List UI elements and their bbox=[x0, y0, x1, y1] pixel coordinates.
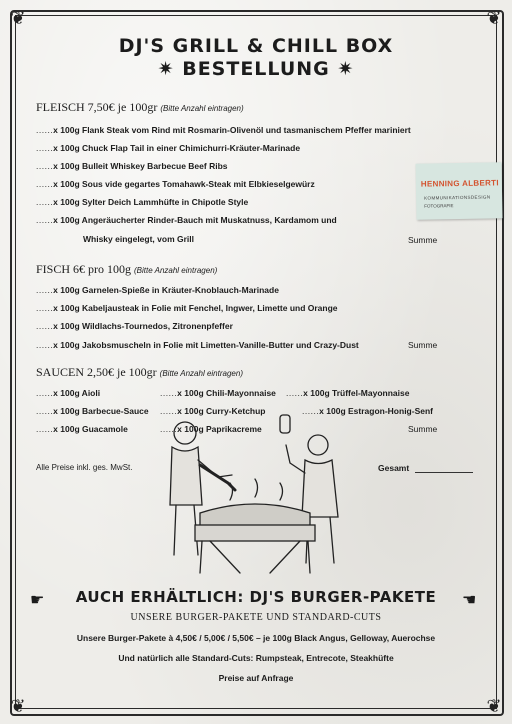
page-subtitle: ✷ BESTELLUNG ✷ bbox=[157, 58, 355, 80]
order-line-continuation: Whisky eingelegt, vom Grill bbox=[83, 234, 194, 244]
corner-ornament-top-left: ❦ bbox=[10, 8, 26, 28]
right-man-head bbox=[308, 435, 328, 455]
tongs bbox=[200, 465, 235, 490]
burger-line-1: Unsere Burger-Pakete à 4,50€ / 5,00€ / 5,50€ – je 100g Black Angus, Gelloway, Auerochse bbox=[76, 633, 436, 643]
sauce-item[interactable]: ......x 100g Estragon-Honig-Senf bbox=[302, 406, 433, 416]
gesamt-label: Gesamt bbox=[378, 463, 410, 473]
sauce-item[interactable]: ......x 100g Paprikacreme bbox=[160, 424, 262, 434]
pointing-hand-left-icon: ☛ bbox=[30, 592, 45, 609]
sauce-item[interactable]: ......x 100g Curry-Ketchup bbox=[160, 406, 266, 416]
summe-label: Summe bbox=[408, 235, 438, 245]
star-icon: ✷ bbox=[337, 58, 355, 80]
sauce-item[interactable]: ......x 100g Barbecue-Sauce bbox=[36, 406, 149, 416]
section-fleisch-head: FLEISCH 7,50€ je 100gr (Bitte Anzahl eintragen) bbox=[36, 100, 244, 114]
grill-box bbox=[195, 525, 315, 541]
spatula bbox=[280, 415, 290, 433]
grill-illustration bbox=[140, 405, 370, 580]
right-man-arm bbox=[286, 445, 305, 473]
sauce-item[interactable]: ......x 100g Trüffel-Mayonnaise bbox=[286, 388, 410, 398]
order-line[interactable]: ......x 100g Jakobsmuscheln in Folie mit Limetten-Vanille-Butter und Crazy-Dust bbox=[36, 340, 359, 350]
badge-line2: FOTOGRAFIE bbox=[424, 203, 454, 209]
grill-food bbox=[200, 504, 310, 527]
sauce-item[interactable]: ......x 100g Guacamole bbox=[36, 424, 128, 434]
smoke bbox=[230, 479, 283, 500]
left-man-body bbox=[170, 447, 202, 505]
corner-ornament-bottom-right: ❦ bbox=[486, 696, 502, 716]
designer-badge bbox=[416, 162, 503, 219]
grill-legs bbox=[200, 541, 310, 573]
star-icon: ✷ bbox=[157, 58, 175, 80]
right-man-body bbox=[302, 460, 338, 517]
burger-line-3: Preise auf Anfrage bbox=[218, 673, 294, 683]
gesamt-input-line[interactable] bbox=[415, 472, 473, 473]
burger-subtitle: UNSERE BURGER-PAKETE UND STANDARD-CUTS bbox=[130, 612, 382, 623]
badge-name: HENNING ALBERTI bbox=[420, 178, 499, 189]
page-title: DJ'S GRILL & CHILL BOX bbox=[118, 35, 394, 57]
burger-title: AUCH ERHÄLTLICH: DJ'S BURGER-PAKETE bbox=[75, 588, 437, 606]
summe-label: Summe bbox=[408, 340, 438, 350]
order-line[interactable]: ......x 100g Chuck Flap Tail in einer Chimichurri-Kräuter-Marinade bbox=[36, 143, 301, 153]
summe-label: Summe bbox=[408, 424, 438, 434]
prices-note: Alle Preise inkl. ges. MwSt. bbox=[36, 463, 133, 472]
corner-ornament-top-right: ❦ bbox=[486, 8, 502, 28]
order-line[interactable]: ......x 100g Bulleit Whiskey Barbecue Beef Ribs bbox=[36, 161, 228, 171]
badge-line1: KOMMUNIKATIONSDESIGN bbox=[424, 194, 491, 201]
order-line[interactable]: ......x 100g Kabeljausteak in Folie mit Fenchel, Ingwer, Limette und Orange bbox=[36, 303, 338, 313]
pointing-hand-right-icon: ☚ bbox=[462, 592, 477, 609]
order-line[interactable]: ......x 100g Wildlachs-Tournedos, Zitronenpfeffer bbox=[36, 321, 233, 331]
order-line[interactable]: ......x 100g Garnelen-Spieße in Kräuter-Knoblauch-Marinade bbox=[36, 285, 279, 295]
order-line[interactable]: ......x 100g Flank Steak vom Rind mit Rosmarin-Olivenöl und tasmanischem Pfeffer mariniert bbox=[36, 125, 411, 135]
burger-line-2: Und natürlich alle Standard-Cuts: Rumpsteak, Entrecote, Steakhüfte bbox=[118, 653, 394, 663]
left-man-head bbox=[174, 422, 196, 444]
order-line[interactable]: ......x 100g Sylter Deich Lammhüfte in Chipotle Style bbox=[36, 197, 249, 207]
sauce-item[interactable]: ......x 100g Chili-Mayonnaise bbox=[160, 388, 276, 398]
corner-ornament-bottom-left: ❦ bbox=[10, 696, 26, 716]
section-fisch-head: FISCH 6€ pro 100g (Bitte Anzahl eintragen) bbox=[36, 262, 218, 276]
sauce-item[interactable]: ......x 100g Aioli bbox=[36, 388, 101, 398]
order-line[interactable]: ......x 100g Sous vide gegartes Tomahawk-Steak mit Elbkieselgewürz bbox=[36, 179, 315, 189]
section-saucen-head: SAUCEN 2,50€ je 100gr (Bitte Anzahl eintragen) bbox=[36, 365, 243, 379]
order-line[interactable]: ......x 100g Angeräucherter Rinder-Bauch mit Muskatnuss, Kardamom und bbox=[36, 215, 337, 225]
